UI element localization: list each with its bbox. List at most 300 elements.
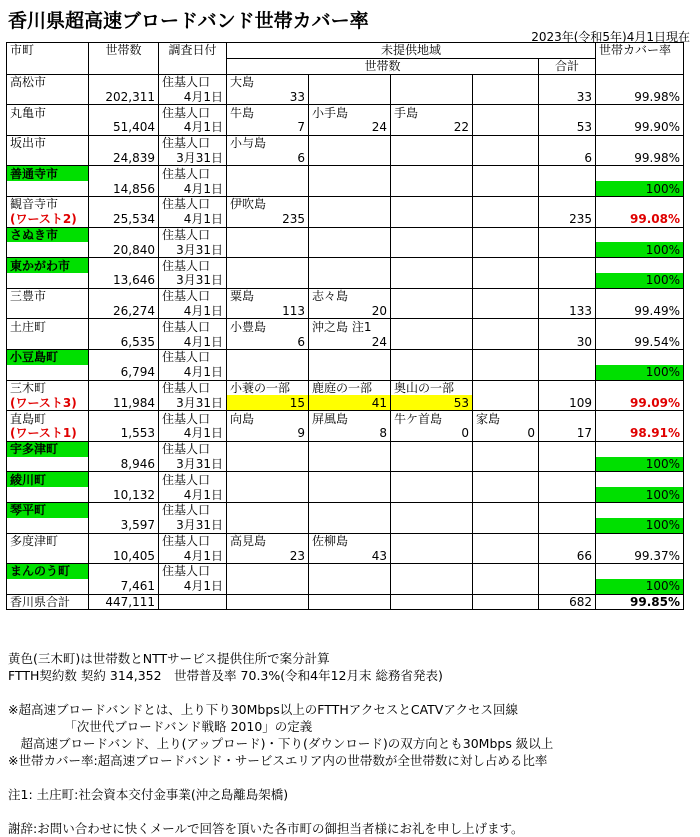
unserved-area-name: 小与島 [227,135,309,150]
households-blank [89,74,159,89]
table-row-top [7,533,684,548]
unserved-count [473,242,539,257]
notes [8,650,553,837]
worst-rank [7,457,89,472]
area-total [539,518,596,533]
unserved-count [309,242,391,257]
total-blank [539,349,596,364]
table-row-bottom [7,579,684,594]
unserved-area-name [309,258,391,273]
unserved-area-name [227,258,309,273]
header-survey-date: 調査日付 [159,43,227,75]
coverage-rate: 100% [596,181,684,196]
header-households: 世帯数 [89,43,159,75]
city-name: 琴平町 [7,502,89,517]
households: 13,646 [89,273,159,288]
table-row-bottom [7,304,684,319]
unserved-area-name: 鹿庭の一部 [309,380,391,395]
unserved-area-name [473,502,539,517]
worst-rank [7,151,89,166]
unserved-area-name [473,196,539,211]
unserved-area-name: 家島 [473,411,539,426]
note-line: ※世帯カバー率:超高速ブロードバンド・サービスエリア内の世帯数が全世帯数に対し占める比率 [8,753,548,768]
unserved-area-name [309,564,391,579]
unserved-area-name [309,166,391,181]
city-name: 丸亀市 [7,105,89,120]
coverage-rate: 99.37% [596,548,684,563]
survey-date: 3月31日 [159,518,227,533]
total-blank [391,594,473,610]
unserved-area-name [391,74,473,89]
area-total: 17 [539,426,596,441]
source: 住基人口 [159,411,227,426]
unserved-count [473,518,539,533]
header-city: 市町 [7,43,89,75]
households-blank [89,319,159,334]
note-line: 「次世代ブロードバンド戦略 2010」の定義 [8,719,313,734]
rate-blank [596,105,684,120]
unserved-count [473,151,539,166]
unserved-area-name [473,258,539,273]
source: 住基人口 [159,258,227,273]
unserved-area-name: 沖之島 注1 [309,319,391,334]
households-blank [89,441,159,456]
total-blank [539,105,596,120]
rate-blank [596,196,684,211]
survey-date: 4月1日 [159,548,227,563]
note-line [8,769,553,786]
table-row-top [7,380,684,395]
households-blank [89,411,159,426]
unserved-count [473,89,539,104]
header-unserved-households: 世帯数 [227,58,539,74]
total-blank [539,564,596,579]
unserved-count [227,579,309,594]
city-name: 土庄町 [7,319,89,334]
total-blank [539,472,596,487]
page-title: 香川県超高速ブロードバンド世帯カバー率 [8,10,369,32]
city-name: 宇多津町 [7,441,89,456]
unserved-area-name [473,288,539,303]
unserved-area-name [391,288,473,303]
households: 51,404 [89,120,159,135]
unserved-area-name [473,135,539,150]
as-of-date: 2023年(令和5年)4月1日現在 [531,30,690,44]
source: 住基人口 [159,380,227,395]
survey-date: 3月31日 [159,457,227,472]
unserved-count [309,151,391,166]
unserved-area-name [227,349,309,364]
coverage-rate: 100% [596,242,684,257]
households-blank [89,227,159,242]
unserved-area-name [227,564,309,579]
survey-date: 4月1日 [159,304,227,319]
unserved-count: 41 [309,395,391,410]
unserved-count: 0 [391,426,473,441]
unserved-count [227,242,309,257]
table-row-bottom [7,395,684,410]
households: 11,984 [89,395,159,410]
worst-rank [7,273,89,288]
unserved-count: 20 [309,304,391,319]
unserved-area-name [227,502,309,517]
unserved-count [473,395,539,410]
unserved-area-name [391,135,473,150]
table-row-top [7,227,684,242]
source: 住基人口 [159,349,227,364]
table-row-top [7,502,684,517]
area-total: 30 [539,334,596,349]
note-line: 謝辞:お問い合わせに快くメールで回答を頂いた各市町の御担当者様にお礼を申し上げます。 [8,821,524,836]
table-row-bottom [7,487,684,502]
households: 14,856 [89,181,159,196]
unserved-count [309,457,391,472]
unserved-count: 8 [309,426,391,441]
unserved-area-name [473,349,539,364]
unserved-count [309,487,391,502]
rate-blank [596,380,684,395]
households-blank [89,166,159,181]
unserved-count [227,365,309,380]
coverage-rate: 99.09% [596,395,684,410]
total-blank [539,441,596,456]
rate-blank [596,258,684,273]
unserved-area-name: 牛島 [227,105,309,120]
unserved-count [391,457,473,472]
unserved-count [309,579,391,594]
unserved-area-name [391,258,473,273]
total-blank [539,227,596,242]
total-blank [539,380,596,395]
table-row-bottom [7,120,684,135]
worst-rank: (ワースト3) [7,395,89,410]
city-name: 多度津町 [7,533,89,548]
total-blank [539,74,596,89]
unserved-area-name [391,533,473,548]
header-coverage: 世帯カバー率 [596,43,684,75]
households: 25,534 [89,212,159,227]
unserved-area-name [227,166,309,181]
unserved-count [391,212,473,227]
households-blank [89,105,159,120]
city-name: 綾川町 [7,472,89,487]
unserved-count [391,181,473,196]
households: 6,794 [89,365,159,380]
unserved-area-name [473,380,539,395]
source: 住基人口 [159,502,227,517]
unserved-count [473,181,539,196]
survey-date: 3月31日 [159,273,227,288]
city-name: 高松市 [7,74,89,89]
unserved-area-name: 志々島 [309,288,391,303]
note-line: FTTH契約数 契約 314,352 世帯普及率 70.3%(令和4年12月末 総務省発表) [8,668,443,683]
total-blank [539,288,596,303]
survey-date: 3月31日 [159,395,227,410]
survey-date: 4月1日 [159,89,227,104]
table-row-top [7,258,684,273]
unserved-area-name [473,472,539,487]
unserved-count [309,273,391,288]
worst-rank [7,365,89,380]
note-line: 注1: 土庄町:社会資本交付金事業(沖之島離島架橋) [8,787,289,802]
households-blank [89,135,159,150]
unserved-area-name: 屏風島 [309,411,391,426]
table-row-bottom [7,242,684,257]
city-name: 三木町 [7,380,89,395]
city-name: 三豊市 [7,288,89,303]
households: 7,461 [89,579,159,594]
households: 202,311 [89,89,159,104]
unserved-area-name [391,472,473,487]
unserved-count [391,89,473,104]
table-row-bottom [7,457,684,472]
table-row-top [7,441,684,456]
header-total: 合計 [539,58,596,74]
table-row-top [7,135,684,150]
survey-date: 4月1日 [159,334,227,349]
worst-rank [7,487,89,502]
table-row-top [7,166,684,181]
unserved-count: 23 [227,548,309,563]
unserved-area-name [473,533,539,548]
worst-rank: (ワースト1) [7,426,89,441]
worst-rank [7,181,89,196]
table-row-top [7,196,684,211]
survey-date: 4月1日 [159,365,227,380]
area-total [539,457,596,472]
table-row-bottom [7,212,684,227]
worst-rank [7,242,89,257]
unserved-count [391,579,473,594]
rate-blank [596,74,684,89]
city-name: 東かがわ市 [7,258,89,273]
city-name: さぬき市 [7,227,89,242]
table-row-top [7,411,684,426]
unserved-count: 7 [227,120,309,135]
total-blank [309,594,391,610]
worst-rank [7,334,89,349]
source: 住基人口 [159,441,227,456]
unserved-area-name [391,349,473,364]
households: 3,597 [89,518,159,533]
worst-rank: (ワースト2) [7,212,89,227]
unserved-area-name: 牛ケ首島 [391,411,473,426]
unserved-count [473,304,539,319]
rate-blank [596,411,684,426]
unserved-count [391,304,473,319]
unserved-count [473,579,539,594]
unserved-area-name [391,196,473,211]
unserved-area-name [391,441,473,456]
unserved-area-name: 小手島 [309,105,391,120]
source: 住基人口 [159,288,227,303]
note-line [8,684,553,701]
unserved-area-name [309,227,391,242]
total-blank [539,533,596,548]
total-blank [539,502,596,517]
unserved-count [227,181,309,196]
total-rate: 99.85% [596,594,684,610]
unserved-area-name [391,166,473,181]
unserved-area-name: 向島 [227,411,309,426]
survey-date: 4月1日 [159,579,227,594]
unserved-count [473,487,539,502]
unserved-count [309,365,391,380]
total-unserved: 682 [539,594,596,610]
total-blank [539,166,596,181]
worst-rank [7,304,89,319]
rate-blank [596,227,684,242]
unserved-count [309,181,391,196]
total-blank [227,594,309,610]
rate-blank [596,288,684,303]
survey-date: 3月31日 [159,151,227,166]
coverage-rate: 100% [596,518,684,533]
unserved-count [473,212,539,227]
table-row-top [7,319,684,334]
rate-blank [596,564,684,579]
unserved-count [227,273,309,288]
households: 6,535 [89,334,159,349]
unserved-count: 113 [227,304,309,319]
total-blank [539,258,596,273]
unserved-count: 24 [309,334,391,349]
households: 10,405 [89,548,159,563]
unserved-area-name: 大島 [227,74,309,89]
area-total: 33 [539,89,596,104]
unserved-count: 33 [227,89,309,104]
unserved-count [391,242,473,257]
table-row-bottom [7,334,684,349]
source: 住基人口 [159,196,227,211]
table-row-top [7,105,684,120]
total-blank [473,594,539,610]
unserved-count: 6 [227,151,309,166]
area-total: 53 [539,120,596,135]
coverage-rate: 100% [596,273,684,288]
rate-blank [596,441,684,456]
unserved-count [473,120,539,135]
table-row-top [7,564,684,579]
worst-rank [7,89,89,104]
area-total: 109 [539,395,596,410]
survey-date: 4月1日 [159,487,227,502]
coverage-rate: 100% [596,365,684,380]
total-blank [539,196,596,211]
unserved-count [391,487,473,502]
unserved-count [473,365,539,380]
rate-blank [596,349,684,364]
area-total [539,242,596,257]
table-row-top [7,74,684,89]
table-row-bottom [7,365,684,380]
source: 住基人口 [159,227,227,242]
unserved-area-name [309,441,391,456]
unserved-area-name: 小蓑の一部 [227,380,309,395]
unserved-count [227,518,309,533]
survey-date: 4月1日 [159,426,227,441]
survey-date: 4月1日 [159,181,227,196]
table-row-bottom [7,518,684,533]
unserved-area-name [391,564,473,579]
area-total [539,273,596,288]
coverage-table [6,42,684,610]
unserved-count: 235 [227,212,309,227]
unserved-area-name: 佐柳島 [309,533,391,548]
source: 住基人口 [159,135,227,150]
total-blank [539,319,596,334]
rate-blank [596,502,684,517]
unserved-count: 43 [309,548,391,563]
unserved-area-name: 粟島 [227,288,309,303]
table-row-bottom [7,273,684,288]
table-row-bottom [7,426,684,441]
unserved-area-name [473,319,539,334]
worst-rank [7,579,89,594]
unserved-count [391,548,473,563]
unserved-area-name: 奥山の一部 [391,380,473,395]
city-name: 直島町 [7,411,89,426]
area-total [539,579,596,594]
table-row-top [7,349,684,364]
unserved-area-name [391,319,473,334]
unserved-count [309,89,391,104]
unserved-area-name [473,166,539,181]
city-name: 坂出市 [7,135,89,150]
unserved-area-name: 高見島 [227,533,309,548]
unserved-area-name: 手島 [391,105,473,120]
area-total: 235 [539,212,596,227]
unserved-count [227,487,309,502]
coverage-rate: 99.08% [596,212,684,227]
note-line: 黄色(三木町)は世帯数とNTTサービス提供住所で案分計算 [8,651,330,666]
unserved-count: 22 [391,120,473,135]
unserved-count: 9 [227,426,309,441]
table-row-bottom [7,181,684,196]
coverage-rate: 98.91% [596,426,684,441]
unserved-count [309,518,391,533]
survey-date: 4月1日 [159,212,227,227]
area-total: 66 [539,548,596,563]
unserved-area-name [473,105,539,120]
source: 住基人口 [159,319,227,334]
households-blank [89,564,159,579]
coverage-rate: 100% [596,579,684,594]
source: 住基人口 [159,564,227,579]
coverage-rate: 99.54% [596,334,684,349]
unserved-count: 24 [309,120,391,135]
coverage-rate: 100% [596,487,684,502]
area-total [539,365,596,380]
unserved-area-name [309,349,391,364]
worst-rank [7,548,89,563]
area-total [539,181,596,196]
rate-blank [596,319,684,334]
note-line: 超高速ブロードバンド、上り(アップロード)・下り(ダウンロード)の双方向とも30Mbps 級以上 [8,736,554,751]
unserved-count [473,548,539,563]
table-row-bottom [7,151,684,166]
households: 26,274 [89,304,159,319]
unserved-count: 0 [473,426,539,441]
coverage-rate: 100% [596,457,684,472]
unserved-area-name [473,564,539,579]
unserved-count [391,273,473,288]
unserved-count [473,457,539,472]
city-name: まんのう町 [7,564,89,579]
unserved-count: 15 [227,395,309,410]
coverage-rate: 99.98% [596,151,684,166]
survey-date: 4月1日 [159,120,227,135]
